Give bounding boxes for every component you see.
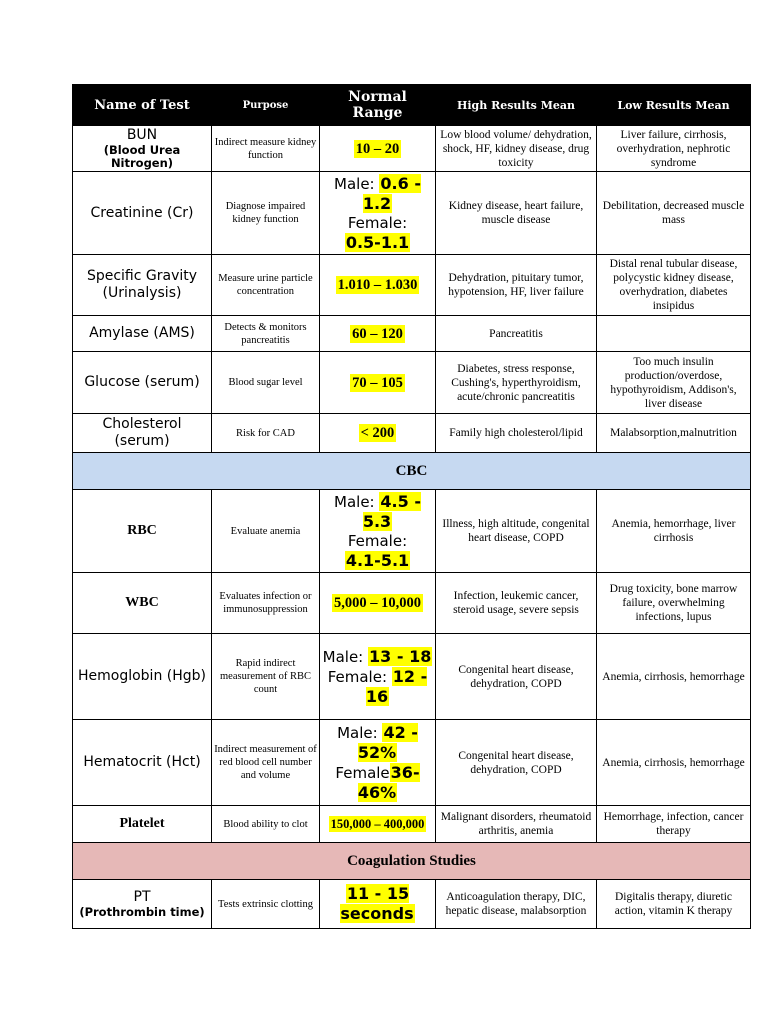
- table-row: [73, 490, 751, 573]
- normal-range: [320, 720, 436, 806]
- header-high-results: High Results Mean: [436, 85, 597, 126]
- normal-range: [320, 880, 436, 929]
- table-row: [73, 352, 751, 414]
- test-purpose: Rapid indirect measurement of RBC count: [212, 634, 320, 720]
- section-title-coagulation: Coagulation Studies: [73, 843, 751, 880]
- high-results: Congenital heart disease, dehydration, COPD: [436, 634, 597, 720]
- header-row: [73, 85, 751, 126]
- range-highlight: 11 - 15 seconds: [340, 884, 414, 923]
- test-purpose: Evaluate anemia: [212, 490, 320, 573]
- normal-range: [320, 352, 436, 414]
- high-results: Diabetes, stress response, Cushing's, hyperthyroidism, acute/chronic pancreatitis: [436, 352, 597, 414]
- test-name: Glucose (serum): [73, 352, 212, 414]
- low-results: Drug toxicity, bone marrow failure, overwhelming infections, lupus: [597, 573, 751, 634]
- test-name: WBC: [73, 573, 212, 634]
- range-highlight: < 200: [360, 425, 395, 441]
- test-purpose: Diagnose impaired kidney function: [212, 172, 320, 255]
- test-purpose: Tests extrinsic clotting: [212, 880, 320, 929]
- test-purpose: Risk for CAD: [212, 414, 320, 453]
- header-purpose: Purpose: [212, 85, 320, 126]
- low-results: Anemia, hemorrhage, liver cirrhosis: [597, 490, 751, 573]
- test-purpose: Blood ability to clot: [212, 806, 320, 843]
- test-name: Cholesterol (serum): [73, 414, 212, 453]
- normal-range: [320, 255, 436, 316]
- test-name: PT (Prothrombin time): [73, 880, 212, 929]
- table-row: [73, 414, 751, 453]
- table-row: [73, 573, 751, 634]
- male-label: Male:: [334, 174, 375, 193]
- low-results: Liver failure, cirrhosis, overhydration, nephrotic syndrome: [597, 126, 751, 172]
- high-results: Family high cholesterol/lipid: [436, 414, 597, 453]
- normal-range: [320, 126, 436, 172]
- table-row: [73, 255, 751, 316]
- female-label: Female:: [347, 531, 408, 550]
- range-highlight: 10 – 20: [355, 140, 400, 157]
- normal-range: [320, 806, 436, 843]
- range-highlight: 150,000 – 400,000: [330, 817, 425, 831]
- female-label: Female:: [347, 213, 408, 232]
- low-results: Hemorrhage, infection, cancer therapy: [597, 806, 751, 843]
- test-name: RBC: [73, 490, 212, 573]
- lab-values-table: [72, 84, 751, 929]
- high-results: Congenital heart disease, dehydration, COPD: [436, 720, 597, 806]
- table-row: [73, 806, 751, 843]
- table-row: [73, 880, 751, 929]
- test-purpose: Detects & monitors pancreatitis: [212, 316, 320, 352]
- range-highlight: 70 – 105: [352, 374, 403, 391]
- section-row-coagulation: [73, 843, 751, 880]
- header-low-results: Low Results Mean: [597, 85, 751, 126]
- test-name: Specific Gravity (Urinalysis): [73, 255, 212, 316]
- high-results: Pancreatitis: [436, 316, 597, 352]
- test-purpose: Blood sugar level: [212, 352, 320, 414]
- normal-range: [320, 490, 436, 573]
- female-range: 36-46%: [357, 762, 420, 802]
- normal-range: [320, 316, 436, 352]
- range-highlight: 60 – 120: [352, 325, 403, 342]
- male-range: 13 - 18: [369, 646, 432, 666]
- test-name: BUN (Blood Urea Nitrogen): [73, 126, 212, 172]
- male-label: Male:: [334, 492, 375, 511]
- table-row: [73, 316, 751, 352]
- normal-range: [320, 414, 436, 453]
- low-results: Anemia, cirrhosis, hemorrhage: [597, 720, 751, 806]
- low-results: Anemia, cirrhosis, hemorrhage: [597, 634, 751, 720]
- female-range: 12 - 16: [365, 666, 428, 706]
- header-name-of-test: Name of Test: [73, 85, 212, 126]
- high-results: Infection, leukemic cancer, steroid usage, severe sepsis: [436, 573, 597, 634]
- high-results: Dehydration, pituitary tumor, hypotension, HF, liver failure: [436, 255, 597, 316]
- female-label: Female:: [327, 667, 388, 686]
- test-name: Hemoglobin (Hgb): [73, 634, 212, 720]
- section-row-cbc: [73, 453, 751, 490]
- table-row: [73, 172, 751, 255]
- section-title-cbc: CBC: [73, 453, 751, 490]
- range-highlight: 1.010 – 1.030: [337, 277, 418, 293]
- low-results: Too much insulin production/overdose, hypothyroidism, Addison's, liver disease: [597, 352, 751, 414]
- test-name: Amylase (AMS): [73, 316, 212, 352]
- test-name: Creatinine (Cr): [73, 172, 212, 255]
- table-row: [73, 720, 751, 806]
- female-range: 0.5-1.1: [345, 232, 410, 252]
- normal-range: [320, 634, 436, 720]
- low-results: Debilitation, decreased muscle mass: [597, 172, 751, 255]
- table-row: [73, 126, 751, 172]
- low-results: Distal renal tubular disease, polycystic kidney disease, overhydration, diabetes insipidus: [597, 255, 751, 316]
- normal-range: [320, 172, 436, 255]
- female-range: 4.1-5.1: [345, 550, 410, 570]
- test-purpose: Indirect measurement of red blood cell number and volume: [212, 720, 320, 806]
- high-results: Low blood volume/ dehydration, shock, HF, kidney disease, drug toxicity: [436, 126, 597, 172]
- low-results: Malabsorption,malnutrition: [597, 414, 751, 453]
- high-results: Illness, high altitude, congenital heart disease, COPD: [436, 490, 597, 573]
- high-results: Kidney disease, heart failure, muscle disease: [436, 172, 597, 255]
- test-name: Hematocrit (Hct): [73, 720, 212, 806]
- male-label: Male:: [337, 723, 378, 742]
- high-results: Malignant disorders, rheumatoid arthritis, anemia: [436, 806, 597, 843]
- female-label: Female: [335, 763, 390, 782]
- test-name-sub: (Blood Urea Nitrogen): [103, 143, 181, 170]
- test-purpose: Evaluates infection or immunosuppression: [212, 573, 320, 634]
- high-results: Anticoagulation therapy, DIC, hepatic disease, malabsorption: [436, 880, 597, 929]
- male-range: 0.6 - 1.2: [362, 173, 421, 213]
- header-normal-range: Normal Range: [320, 85, 436, 126]
- test-name-sub: (Prothrombin time): [79, 905, 205, 919]
- male-range: 4.5 - 5.3: [362, 491, 421, 531]
- low-results: Digitalis therapy, diuretic action, vitamin K therapy: [597, 880, 751, 929]
- table-row: [73, 634, 751, 720]
- male-range: 42 - 52%: [357, 722, 418, 762]
- test-name: Platelet: [73, 806, 212, 843]
- test-purpose: Measure urine particle concentration: [212, 255, 320, 316]
- test-purpose: Indirect measure kidney function: [212, 126, 320, 172]
- male-label: Male:: [322, 647, 364, 666]
- range-highlight: 5,000 – 10,000: [334, 595, 421, 611]
- low-results: [597, 316, 751, 352]
- normal-range: [320, 573, 436, 634]
